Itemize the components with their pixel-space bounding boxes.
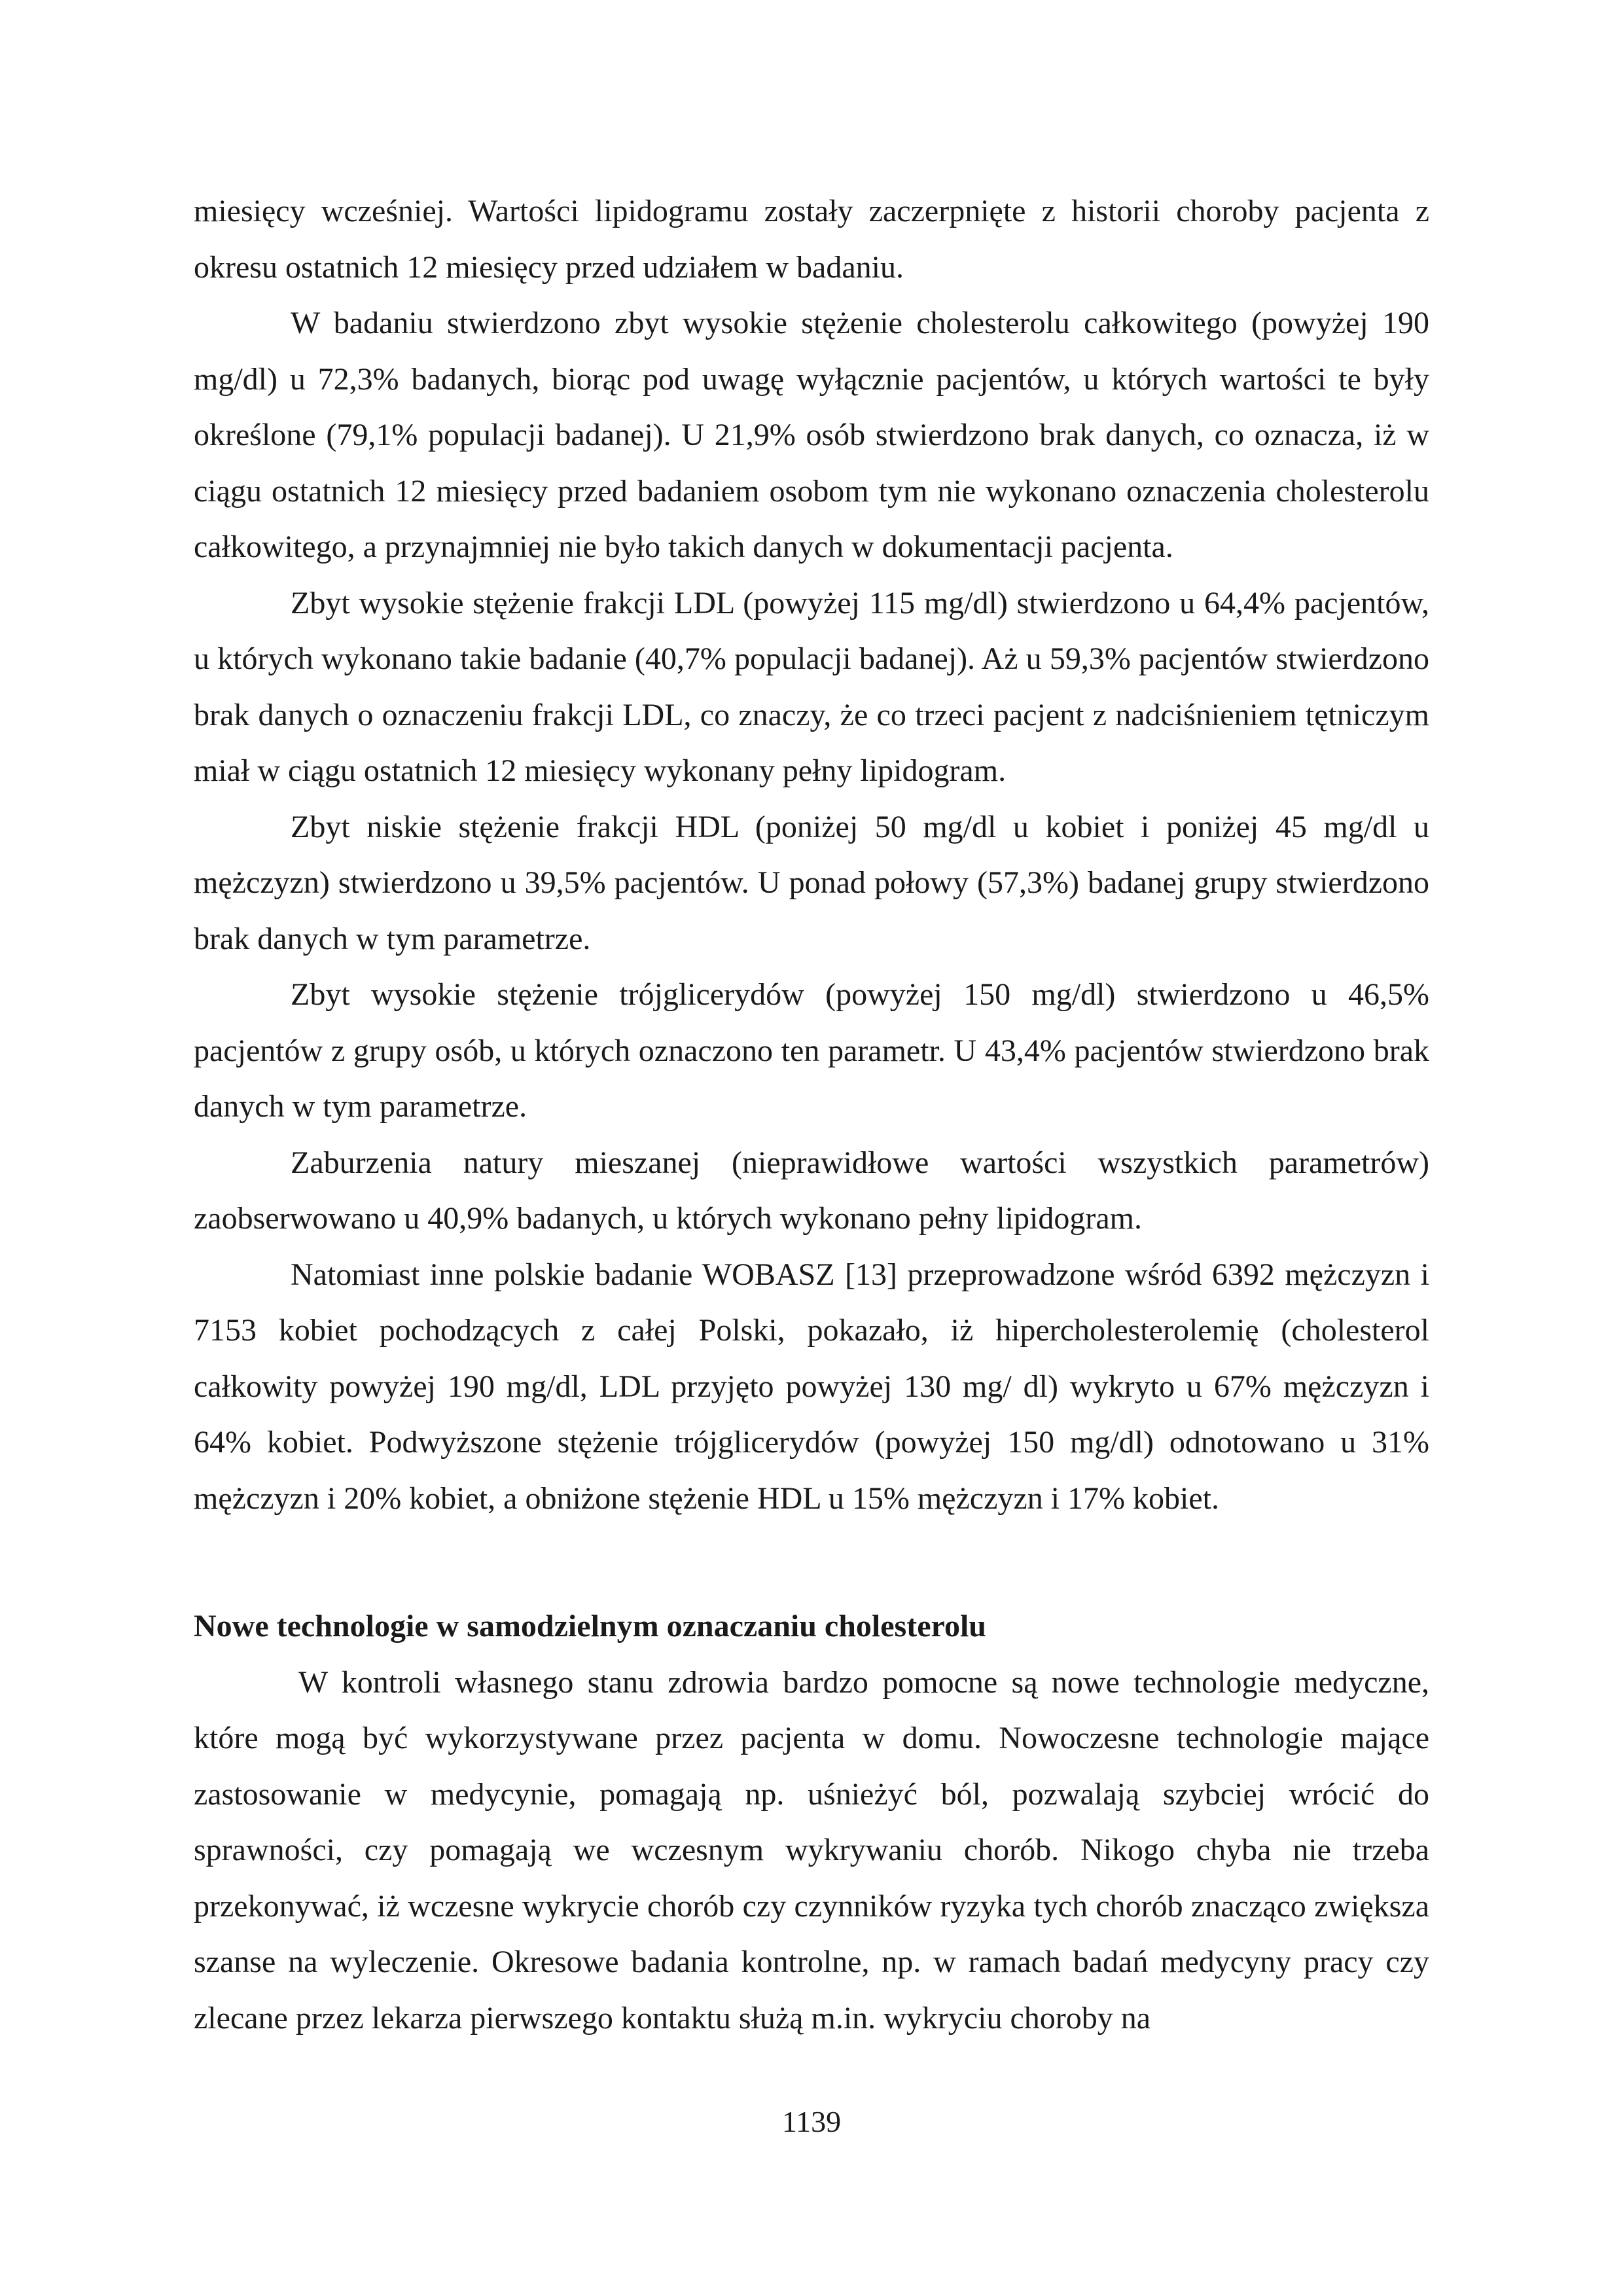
paragraph-total-cholesterol: W badaniu stwierdzono zbyt wysokie stężenie cholesterolu całkowitego (powyżej 190 mg/dl) u 72,3% badanych, biorąc pod uwagę wyłącznie pacjentów, u których wartości te były określone (79,1% populacji badanej). U 21,9% osób stwierdzono brak danych, co oznacza, iż w ciągu ostatnich 12 miesięcy przed badaniem osobom tym nie wykonano oznaczenia cholesterolu całkowitego, a przynajmniej nie było takich danych w dokumentacji pacjenta. [194, 306, 1429, 564]
paragraph-ldl: Zbyt wysokie stężenie frakcji LDL (powyżej 115 mg/dl) stwierdzono u 64,4% pacjentów, u których wykonano takie badanie (40,7% populacji badanej). Aż u 59,3% pacjentów stwierdzono brak danych o oznaczeniu frakcji LDL, co znaczy, że co trzeci pacjent z nadciśnieniem tętniczym miał w ciągu ostatnich 12 miesięcy wykonany pełny lipidogram. [194, 585, 1429, 788]
paragraph-mixed-disorders: Zaburzenia natury mieszanej (nieprawidłowe wartości wszystkich parametrów) zaobserwowano u 40,9% badanych, u których wykonano pełny lipidogram. [194, 1145, 1429, 1236]
paragraph-hdl: Zbyt niskie stężenie frakcji HDL (poniżej 50 mg/dl u kobiet i poniżej 45 mg/dl u mężczyzn) stwierdzono u 39,5% pacjentów. U ponad połowy (57,3%) badanej grupy stwierdzono brak danych w tym parametrze. [194, 809, 1429, 956]
page-number: 1139 [781, 2105, 842, 2138]
body-text [194, 183, 1429, 2046]
section-heading: Nowe technologie w samodzielnym oznaczaniu cholesterolu [194, 1609, 986, 1643]
paragraph-new-technologies: W kontroli własnego stanu zdrowia bardzo pomocne są nowe technologie medyczne, które mogą być wykorzystywane przez pacjenta w domu. Nowoczesne technologie mające zastosowanie w medycynie, pomagają np. uśnieżyć ból, pozwalają szybciej wrócić do sprawności, czy pomagają we wczesnym wykrywaniu chorób. Nikogo chyba nie trzeba przekonywać, iż wczesne wykrycie chorób czy czynników ryzyka tych chorób znacząco zwiększa szanse na wyleczenie. Okresowe badania kontrolne, np. w ramach badań medycyny pracy czy zlecane przez lekarza pierwszego kontaktu służą m.in. wykryciu choroby na [194, 1664, 1429, 2036]
paragraph-wobasz-study: Natomiast inne polskie badanie WOBASZ [13] przeprowadzone wśród 6392 mężczyzn i 7153 kobiet pochodzących z całej Polski, pokazało, iż hipercholesterolemię (cholesterol całkowity powyżej 190 mg/dl, LDL przyjęto powyżej 130 mg/ dl) wykryto u 67% mężczyzn i 64% kobiet. Podwyższone stężenie trójglicerydów (powyżej 150 mg/dl) odnotowano u 31% mężczyzn i 20% kobiet, a obniżone stężenie HDL u 15% mężczyzn i 17% kobiet. [194, 1257, 1429, 1516]
paragraph-continuation: miesięcy wcześniej. Wartości lipidogramu zostały zaczerpnięte z historii choroby pacjenta z okresu ostatnich 12 miesięcy przed udziałem w badaniu. [194, 194, 1429, 285]
paragraph-triglycerides: Zbyt wysokie stężenie trójglicerydów (powyżej 150 mg/dl) stwierdzono u 46,5% pacjentów z grupy osób, u których oznaczono ten parametr. U 43,4% pacjentów stwierdzono brak danych w tym parametrze. [194, 977, 1429, 1124]
